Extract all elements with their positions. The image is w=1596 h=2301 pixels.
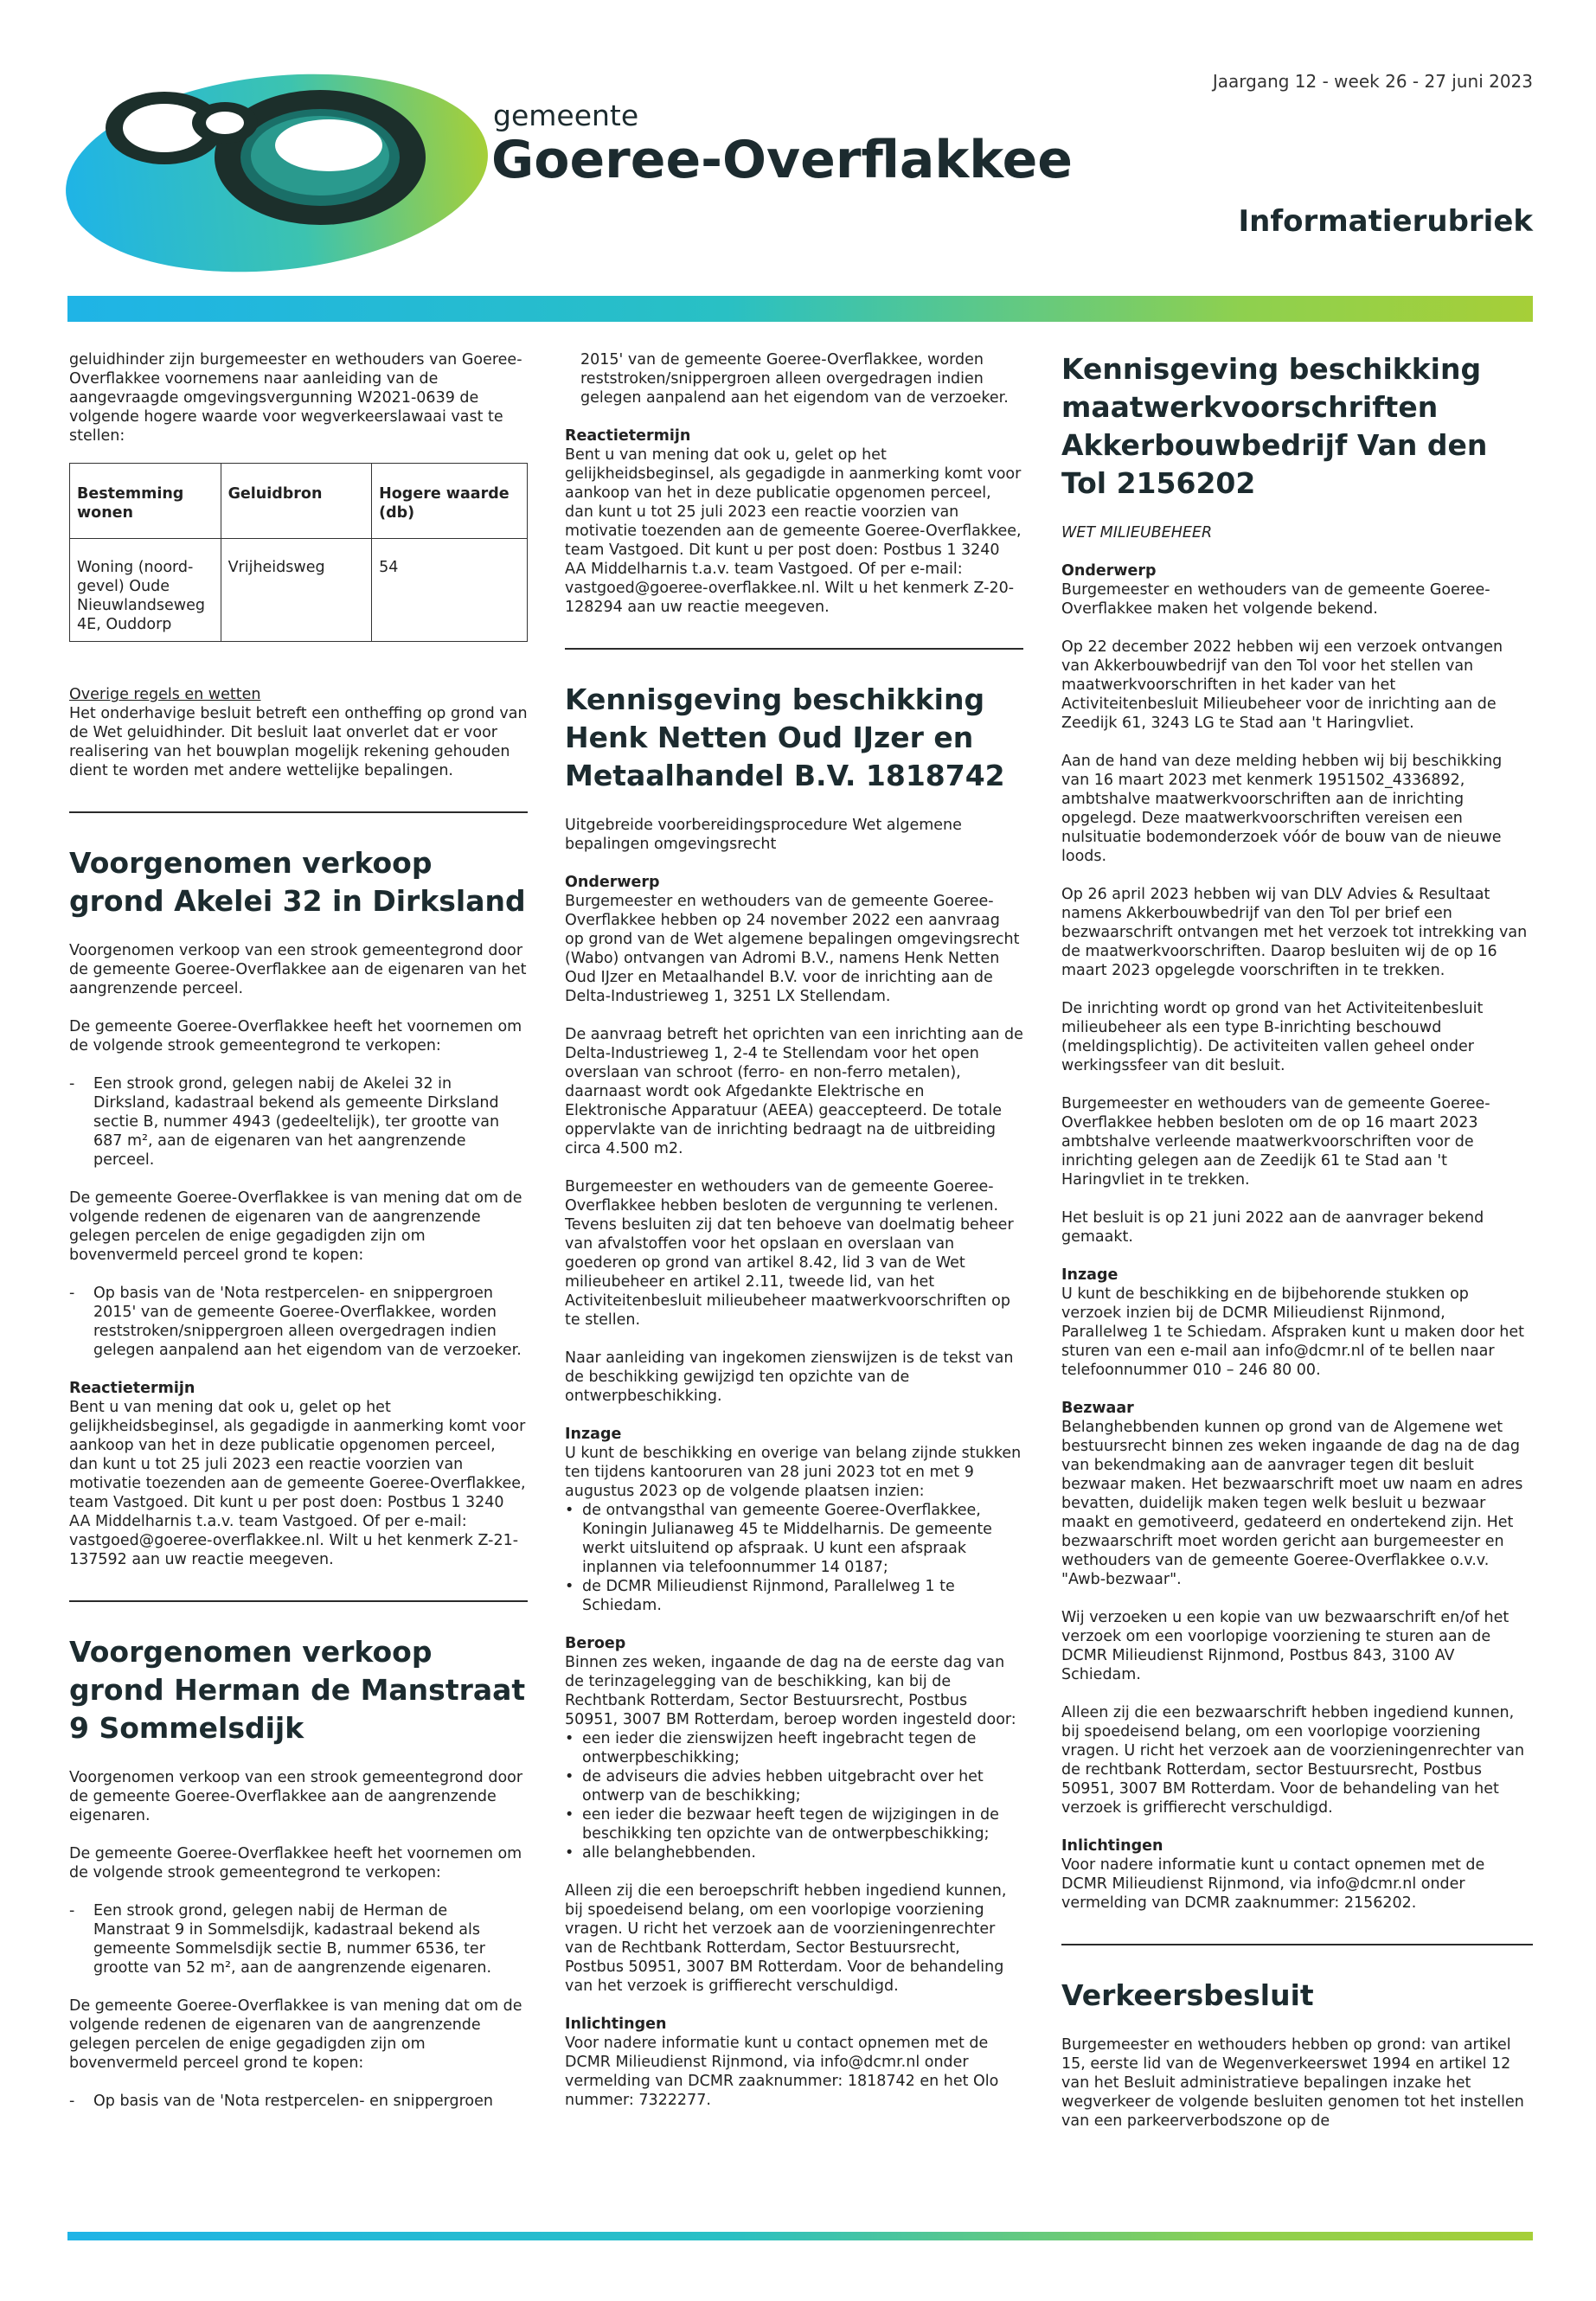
section-title-akkerbouwbedrijf: Kennisgeving beschikking maatwerkvoorschriften Akkerbouwbedrijf Van den Tol 2156202 bbox=[1061, 352, 1488, 500]
subheading: Onderwerp bbox=[565, 874, 660, 891]
beroep-block bbox=[565, 1634, 1023, 1729]
subheading: Beroep bbox=[565, 1635, 626, 1652]
paragraph: De gemeente Goeree-Overflakkee heeft het voornemen om de volgende strook gemeentegrond te verkopen: bbox=[69, 1845, 522, 1881]
list-item: • de adviseurs die advies hebben uitgebracht over het ontwerp van de beschikking; bbox=[565, 1767, 1023, 1805]
header-color-bar bbox=[67, 296, 1533, 322]
other-rules bbox=[69, 685, 528, 780]
footer-color-bar bbox=[67, 2232, 1533, 2240]
reaction-term bbox=[69, 1379, 528, 1569]
section-divider bbox=[565, 648, 1023, 650]
column-3 bbox=[1061, 350, 1533, 2150]
org-name: Goeree-Overflakkee bbox=[491, 130, 1073, 190]
paragraph: De gemeente Goeree-Overflakkee heeft het voornemen om de volgende strook gemeentegrond te verkopen: bbox=[69, 1018, 522, 1054]
bullet-list bbox=[565, 1501, 1023, 1615]
table-row bbox=[70, 539, 528, 642]
paragraph: Burgemeester en wethouders van de gemeente Goeree-Overflakkee hebben besloten om de op 16 maart 2023 ambtshalve verleende maatwerkvoorschriften voor de inrichting gelegen aan de Zeedijk 61 te Stad aan 't Haringvliet in te trekken. bbox=[1061, 1095, 1490, 1189]
paragraph: Alleen zij die een beroepschrift hebben ingediend kunnen, bij spoedeisend belang, om een voorlopige voorziening vragen. U richt het verzoek aan de voorzieningenrechter van de Rechtbank Rotterdam, Sector Bestuursrecht, Postbus 50951, 3007 BM Rotterdam. Voor de behandeling van het verzoek is griffierecht verschuldigd. bbox=[565, 1882, 1007, 1995]
reaction-term bbox=[565, 426, 1023, 617]
table-header: Geluidbron bbox=[221, 464, 372, 539]
list-item: • de ontvangsthal van gemeente Goeree-Overflakkee, Koningin Julianaweg 45 te Middelharnis. De gemeente werkt uitsluitend op afspraak. U kunt een afspraak inplannen via telefoonnummer 14 0187; bbox=[565, 1501, 1023, 1577]
law-label: WET MILIEUBEHEER bbox=[1061, 524, 1213, 542]
dash-list bbox=[69, 1284, 528, 1360]
rubric-title: Informatierubriek bbox=[1238, 204, 1533, 239]
table-cell: 54 bbox=[372, 539, 528, 642]
info-block bbox=[1061, 1836, 1533, 1913]
paragraph: Voorgenomen verkoop van een strook gemeentegrond door de gemeente Goeree-Overflakkee aan de aangrenzende eigenaren. bbox=[69, 1769, 523, 1824]
paragraph: U kunt de beschikking en overige van belang zijnde stukken ten tijdens kantooruren van 28 juni 2023 tot en met 9 augustus 2023 op de volgende plaatsen inzien: bbox=[565, 1445, 1022, 1500]
list-item: • een ieder die bezwaar heeft tegen de wijzigingen in de beschikking ten opzichte van de ontwerpbeschikking; bbox=[565, 1805, 1023, 1843]
column-2 bbox=[565, 350, 1023, 2129]
section-title-herman-de-manstraat: Voorgenomen verkoop grond Herman de Manstraat 9 Sommelsdijk bbox=[69, 1635, 526, 1745]
table-header: Hogere waarde (db) bbox=[372, 464, 528, 539]
subheading: Onderwerp bbox=[1061, 562, 1157, 580]
paragraph: Bent u van mening dat ook u, gelet op het gelijkheidsbeginsel, als gegadigde in aanmerking komt voor aankoop van het in deze publicatie opgenomen perceel, dan kunt u tot 25 juli 2023 een reactie voorzien van motivatie toezenden aan de gemeente Goeree-Overflakkee, team Vastgoed. Dit kunt u per post doen: Postbus 1 3240 AA Middelharnis t.a.v. team Vastgoed. Of per e-mail: vastgoed@goeree-overflakkee.nl. Wilt u het kenmerk Z-20-128294 aan uw reactie meegeven. bbox=[565, 446, 1022, 616]
bezwaar-block bbox=[1061, 1399, 1533, 1589]
paragraph: De gemeente Goeree-Overflakkee is van mening dat om de volgende redenen de eigenaren van de aangrenzende gelegen percelen de enige gegadigden zijn om bovenvermeld perceel grond te kopen: bbox=[69, 1997, 522, 2072]
section-divider bbox=[69, 1600, 528, 1602]
section-title-henk-netten: Kennisgeving beschikking Henk Netten Oud IJzer en Metaalhandel B.V. 1818742 bbox=[565, 683, 1005, 792]
noise-table bbox=[69, 463, 528, 642]
other-rules-text: Het onderhavige besluit betreft een ontheffing op grond van de Wet geluidhinder. Dit besluit laat onverlet dat er voor realisering van het bouwplan mogelijk rekening gehouden dient te worden met andere wettelijke bepalingen. bbox=[69, 705, 528, 779]
subject-block bbox=[1061, 561, 1533, 619]
table-cell: Woning (noord-gevel) Oude Nieuwlandseweg 4E, Ouddorp bbox=[70, 539, 221, 642]
list-item: - Een strook grond, gelegen nabij de Akelei 32 in Dirksland, kadastraal bekend als gemeente Dirksland sectie B, nummer 4943 (gedeeltelijk), ter grootte van 687 m², aan de eigenaren van het aangrenzende perceel. bbox=[69, 1074, 528, 1170]
paragraph: Burgemeester en wethouders van de gemeente Goeree-Overflakkee maken het volgende bekend. bbox=[1061, 581, 1490, 618]
org-prefix: gemeente bbox=[493, 99, 639, 132]
dash-list bbox=[69, 2092, 528, 2111]
table-header-row bbox=[70, 464, 528, 539]
paragraph: De gemeente Goeree-Overflakkee is van mening dat om de volgende redenen de eigenaren van de aangrenzende gelegen percelen de enige gegadigden zijn om bovenvermeld perceel grond te kopen: bbox=[69, 1189, 522, 1264]
page-header bbox=[0, 0, 1596, 329]
dash-list bbox=[69, 1074, 528, 1170]
inzage-block bbox=[1061, 1266, 1533, 1380]
list-item: • een ieder die zienswijzen heeft ingebracht tegen de ontwerpbeschikking; bbox=[565, 1729, 1023, 1767]
paragraph: Alleen zij die een bezwaarschrift hebben ingediend kunnen, bij spoedeisend belang, om een voorlopige voorziening vragen. U richt het verzoek aan de voorzieningenrechter van de rechtbank Rotterdam, sector Bestuursrecht, Postbus 50951, 3007 BM Rotterdam. Voor de behandeling van het verzoek is griffierecht verschuldigd. bbox=[1061, 1704, 1525, 1817]
paragraph: Het besluit is op 21 juni 2022 aan de aanvrager bekend gemaakt. bbox=[1061, 1209, 1484, 1246]
paragraph: Op 22 december 2022 hebben wij een verzoek ontvangen van Akkerbouwbedrijf van den Tol voor het stellen van maatwerkvoorschriften in het kader van het Activiteitenbesluit Milieubeheer voor de inrichting aan de Zeedijk 61, 3243 LG te Stad aan 't Haringvliet. bbox=[1061, 638, 1503, 732]
procedure: Uitgebreide voorbereidingsprocedure Wet algemene bepalingen omgevingsrecht bbox=[565, 817, 962, 853]
section-divider bbox=[1061, 1944, 1533, 1945]
edition-info: Jaargang 12 - week 26 - 27 juni 2023 bbox=[1212, 71, 1533, 92]
paragraph: De inrichting wordt op grond van het Activiteitenbesluit milieubeheer als een type B-inrichting beschouwd (meldingsplichtig). De activiteiten vallen geheel onder werkingssfeer van dit besluit. bbox=[1061, 1000, 1484, 1074]
paragraph: Burgemeester en wethouders van de gemeente Goeree-Overflakkee hebben besloten de vergunning te verlenen. Tevens besluiten zij dat ten behoeve van doelmatig beheer van afvalstoffen voor het opslaan en overslaan van goederen op grond van artikel 8.42, lid 3 van de Wet milieubeheer en artikel 2.11, tweede lid, van het Activiteitenbesluit milieubeheer maatwerkvoorschriften op te stellen. bbox=[565, 1178, 1014, 1329]
paragraph: Voor nadere informatie kunt u contact opnemen met de DCMR Milieudienst Rijnmond, via info@dcmr.nl onder vermelding van DCMR zaaknummer: 2156202. bbox=[1061, 1856, 1485, 1912]
subheading: Bezwaar bbox=[1061, 1400, 1134, 1417]
list-item: • de DCMR Milieudienst Rijnmond, Parallelweg 1 te Schiedam. bbox=[565, 1577, 1023, 1615]
paragraph: Belanghebbenden kunnen op grond van de Algemene wet bestuursrecht binnen zes weken ingaande de dag na de dag van bekendmaking aan de aanvrager tegen dit besluit bezwaar maken. Het bezwaarschrift moet uw naam en adres bevatten, duidelijk maken tegen welk besluit u bezwaar maakt en gemotiveerd, gedateerd en ondertekend zijn. Het bezwaarschrift moet worden gericht aan burgemeester en wethouders van de gemeente Goeree-Overflakkee o.v.v. "Awb-bezwaar". bbox=[1061, 1419, 1523, 1588]
paragraph: Wij verzoeken u een kopie van uw bezwaarschrift en/of het verzoek om een voorlopige voorziening te sturen aan de DCMR Milieudienst Rijnmond, Postbus 843, 3100 AV Schiedam. bbox=[1061, 1609, 1509, 1683]
paragraph: U kunt de beschikking en de bijbehorende stukken op verzoek inzien bij de DCMR Milieudienst Rijnmond, Parallelweg 1 te Schiedam. Afspraken kunt u maken door het sturen van een e-mail aan info@dcmr.nl of te bellen naar telefoonnummer 010 – 246 80 00. bbox=[1061, 1285, 1524, 1379]
bullet-list bbox=[565, 1729, 1023, 1862]
subheading: Inlichtingen bbox=[565, 2016, 667, 2033]
subheading: Reactietermijn bbox=[69, 1380, 195, 1397]
paragraph: Op 26 april 2023 hebben wij van DLV Advies & Resultaat namens Akkerbouwbedrijf van den Tol per brief een bezwaarschrift ontvangen met het verzoek tot intrekking van de maatwerkvoorschriften. Daarop besluiten wij de op 16 maart 2023 opgelegde voorschriften in te trekken. bbox=[1061, 886, 1528, 979]
table-header: Bestemming wonen bbox=[70, 464, 221, 539]
municipality-logo bbox=[61, 61, 493, 285]
list-item: - Op basis van de 'Nota restpercelen- en snippergroen bbox=[69, 2092, 528, 2111]
dash-list bbox=[69, 1901, 528, 1977]
subheading: Inlichtingen bbox=[1061, 1837, 1163, 1855]
paragraph: Voorgenomen verkoop van een strook gemeentegrond door de gemeente Goeree-Overflakkee aan de eigenaren van het aangrenzende perceel. bbox=[69, 942, 527, 997]
table-cell: Vrijheidsweg bbox=[221, 539, 372, 642]
subject-block bbox=[565, 873, 1023, 1006]
column-1 bbox=[69, 350, 528, 2130]
paragraph: Naar aanleiding van ingekomen zienswijzen is de tekst van de beschikking gewijzigd ten opzichte van de ontwerpbeschikking. bbox=[565, 1349, 1014, 1405]
list-item: - Een strook grond, gelegen nabij de Herman de Manstraat 9 in Sommelsdijk, kadastraal bekend als gemeente Sommelsdijk sectie B, nummer 6536, ter grootte van 52 m², aan de aangrenzende eigenaren. bbox=[69, 1901, 528, 1977]
continued-text: 2015' van de gemeente Goeree-Overflakkee, worden reststroken/snippergroen alleen overgedragen indien gelegen aanpalend aan het eigendom van de verzoeker. bbox=[580, 351, 1009, 407]
inzage-block bbox=[565, 1425, 1023, 1501]
paragraph: Aan de hand van deze melding hebben wij bij beschikking van 16 maart 2023 met kenmerk 1951502_4336892, ambtshalve maatwerkvoorschriften aan de inrichting opgelegd. Deze maatwerkvoorschriften vereisen een nulsituatie bodemonderzoek vóór de bouw van de nieuwe loods. bbox=[1061, 753, 1503, 865]
paragraph: Binnen zes weken, ingaande de dag na de eerste dag van de terinzagelegging van de beschikking, kan bij de Rechtbank Rotterdam, Sector Bestuursrecht, Postbus 50951, 3007 BM Rotterdam, beroep worden ingesteld door: bbox=[565, 1654, 1016, 1728]
paragraph: De aanvraag betreft het oprichten van een inrichting aan de Delta-Industrieweg 1, 2-4 te Stellendam voor het open overslaan van schroot (ferro- en non-ferro metalen), daarnaast wordt ook Afgedankte Elektrische en Elektronische Apparatuur (AEEA) geaccepteerd. De totale oppervlakte van de inrichting bedraagt na de uitbreiding circa 4.500 m2. bbox=[565, 1026, 1023, 1157]
section-divider bbox=[69, 811, 528, 813]
paragraph: Voor nadere informatie kunt u contact opnemen met de DCMR Milieudienst Rijnmond, via info@dcmr.nl onder vermelding van DCMR zaaknummer: 1818742 en het Olo nummer: 7322277. bbox=[565, 2035, 999, 2109]
other-rules-title: Overige regels en wetten bbox=[69, 686, 261, 703]
paragraph: Burgemeester en wethouders hebben op grond: van artikel 15, eerste lid van de Wegenverkeerswet 1994 en artikel 12 van het Besluit administratieve bepalingen inzake het wegverkeer de volgende besluiten genomen tot het instellen van een parkeerverbodszone op de bbox=[1061, 2036, 1524, 2130]
section-title-akelei: Voorgenomen verkoop grond Akelei 32 in Dirksland bbox=[69, 846, 526, 918]
subheading: Inzage bbox=[1061, 1266, 1118, 1284]
paragraph: Burgemeester en wethouders van de gemeente Goeree-Overflakkee hebben op 24 november 2022 een aanvraag op grond van de Wet algemene bepalingen omgevingsrecht (Wabo) ontvangen van Adromi B.V., namens Henk Netten Oud IJzer en Metaalhandel B.V. voor de inrichting aan de Delta-Industrieweg 1, 3251 LX Stellendam. bbox=[565, 893, 1020, 1005]
list-item: - Op basis van de 'Nota restpercelen- en snippergroen 2015' van de gemeente Goeree-Overflakkee, worden reststroken/snippergroen alleen overgedragen indien gelegen aanpalend aan het eigendom van de verzoeker. bbox=[69, 1284, 528, 1360]
paragraph: Bent u van mening dat ook u, gelet op het gelijkheidsbeginsel, als gegadigde in aanmerking komt voor aankoop van het in deze publicatie opgenomen perceel, dan kunt u tot 25 juli 2023 een reactie voorzien van motivatie toezenden aan de gemeente Goeree-Overflakkee, team Vastgoed. Dit kunt u per post doen: Postbus 1 3240 AA Middelharnis t.a.v. team Vastgoed. Of per e-mail: vastgoed@goeree-overflakkee.nl. Wilt u het kenmerk Z-21-137592 aan uw reactie meegeven. bbox=[69, 1399, 526, 1568]
info-block bbox=[565, 2015, 1023, 2110]
intro-text: geluidhinder zijn burgemeester en wethouders van Goeree-Overflakkee voornemens naar aanleiding van de aangevraagde omgevingsvergunning W2021-0639 de volgende hogere waarde voor wegverkeerslawaai vast te stellen: bbox=[69, 351, 522, 445]
list-item: • alle belanghebbenden. bbox=[565, 1843, 1023, 1862]
subheading: Inzage bbox=[565, 1426, 622, 1443]
section-title-verkeersbesluit: Verkeersbesluit bbox=[1061, 1978, 1314, 2012]
subheading: Reactietermijn bbox=[565, 427, 691, 445]
